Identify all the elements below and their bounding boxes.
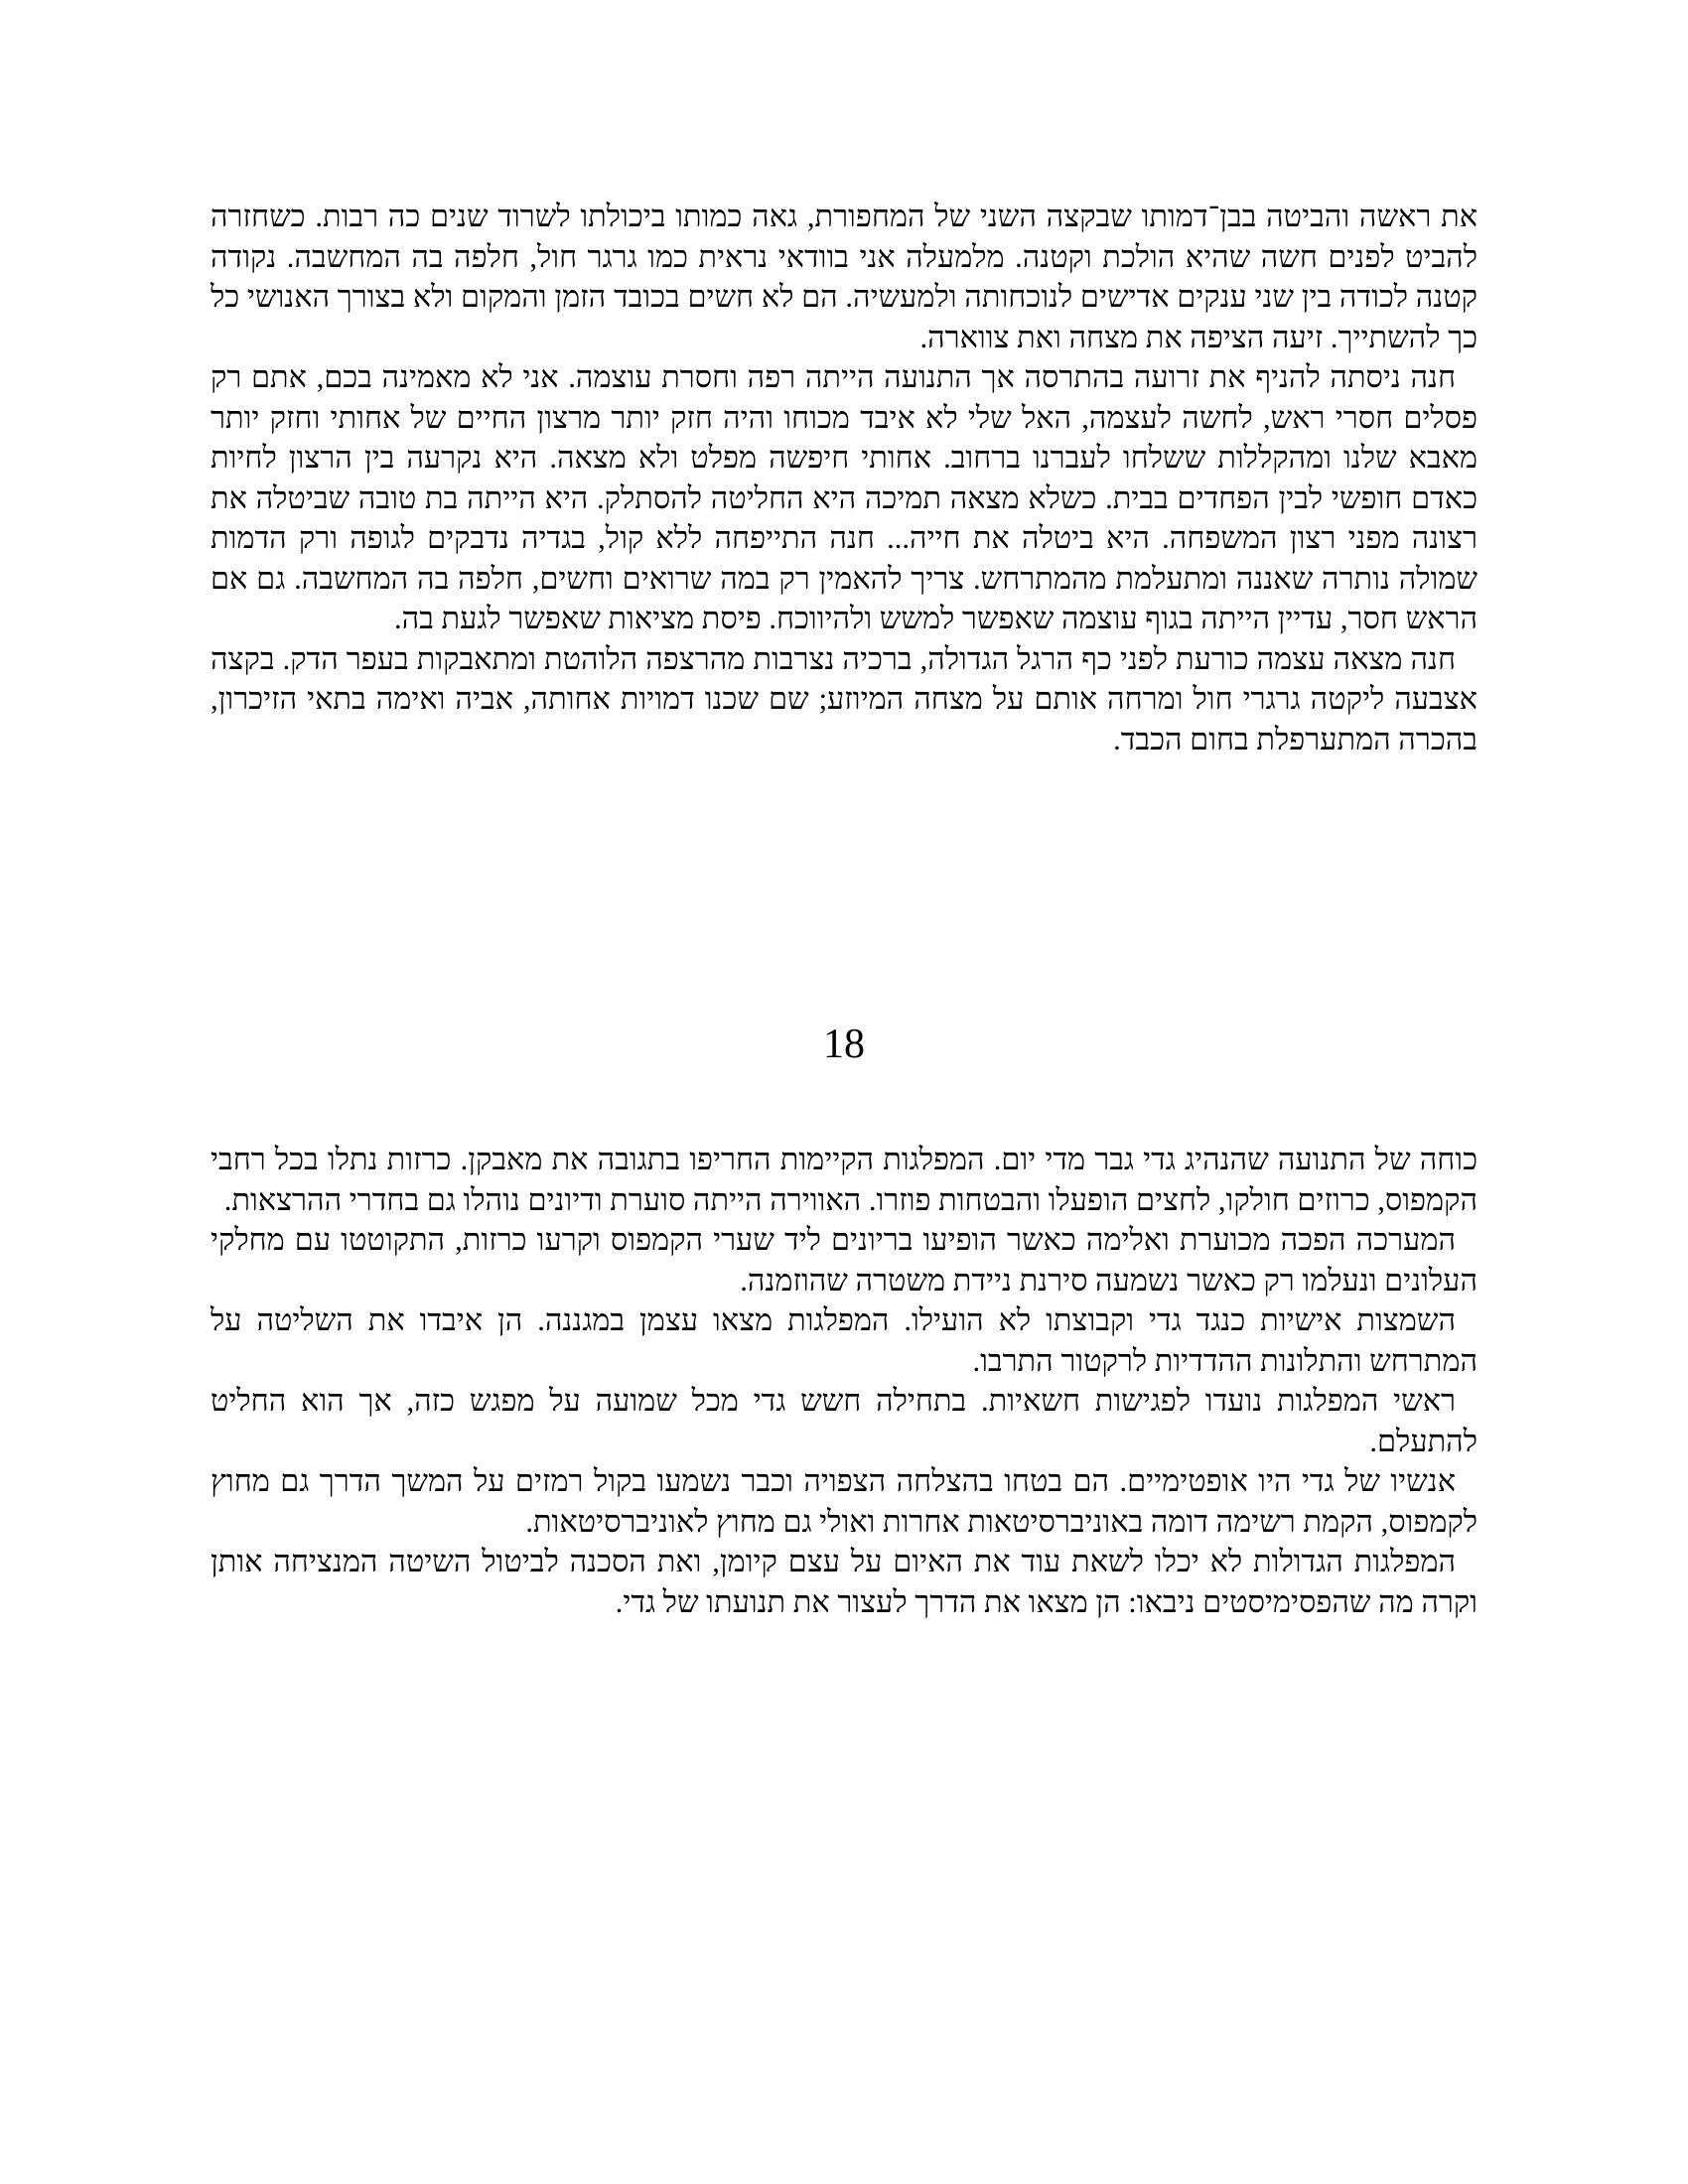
book-page: [211, 197, 1477, 1622]
text-section-chapter-18: [211, 1140, 1477, 1622]
paragraph: את ראשה והביטה בבן־דמותו שבקצה השני של המחפורת, גאה כמותו ביכולתו לשרוד שנים כה רבות. כשחזרה להביט לפנים חשה שהיא הולכת וקטנה. מלמעלה אני בוודאי נראית כמו גרגר חול, חלפה בה המחשבה. נקודה קטנה לכודה בין שני ענקים אדישים לנוכחותה ולמעשיה. הם לא חשים בכובד הזמן והמקום ולא בצורך האנושי כל כך להשתייך. זיעה הציפה את מצחה ואת צווארה.: [211, 200, 1477, 354]
paragraph: ראשי המפלגות נועדו לפגישות חשאיות. בתחילה חשש גדי מכל שמועה על מפגש כזה, אך הוא החליט להתעלם.: [211, 1384, 1477, 1458]
paragraph: חנה ניסתה להניף את זרועה בהתרסה אך התנועה הייתה רפה וחסרת עוצמה. אני לא מאמינה בכם, אתם רק פסלים חסרי ראש, לחשה לעצמה, האל שלי לא איבד מכוחו והיה חזק יותר מרצון החיים של אחותי וחזק יותר מאבא שלנו ומהקללות ששלחו לעברנו ברחוב. אחותי חיפשה מפלט ולא מצאה. היא נקרעה בין הרצון לחיות כאדם חופשי לבין הפחדים בבית. כשלא מצאה תמיכה היא החליטה להסתלק. היא הייתה בת טובה שביטלה את רצונה מפני רצון המשפחה. היא ביטלה את חייה... חנה התייפחה ללא קול, בגדיה נדבקים לגופה ורק הדמות שמולה נותרה שאננה ומתעלמת מהמתרחש. צריך להאמין רק במה שרואים וחשים, חלפה בה המחשבה. גם אם הראש חסר, עדיין הייתה בגוף עוצמה שאפשר למשש ולהיווכח. פיסת מציאות שאפשר לגעת בה.: [211, 360, 1477, 635]
paragraph: כוחה של התנועה שהנהיג גדי גבר מדי יום. המפלגות הקיימות החריפו בתגובה את מאבקן. כרזות נתלו בכל רחבי הקמפוס, כרוזים חולקו, לחצים הופעלו והבטחות פוזרו. האווירה הייתה סוערת ודיונים נוהלו גם בחדרי ההרצאות.: [211, 1143, 1477, 1217]
paragraph: חנה מצאה עצמה כורעת לפני כף הרגל הגדולה, ברכיה נצרבות מהרצפה הלוהטת ומתאבקות בעפר הדק. בקצה אצבעה ליקטה גרגרי חול ומרחה אותם על מצחה המיוזע; שם שכנו דמויות אחותה, אביה ואימה בתאי הזיכרון, בהכרה המתערפלת בחום הכבד.: [211, 641, 1477, 756]
paragraph: המפלגות הגדולות לא יכלו לשאת עוד את האיום על עצם קיומן, ואת הסכנה לביטול השיטה המנציחה אותן וקרה מה שהפסימיסטים ניבאו: הן מצאו את הדרך לעצור את תנועתו של גדי.: [211, 1545, 1477, 1619]
paragraph: השמצות אישיות כנגד גדי וקבוצתו לא הועילו. המפלגות מצאו עצמן במגננה. הן איבדו את השליטה על המתרחש והתלונות ההדדיות לרקטור התרבו.: [211, 1303, 1477, 1378]
paragraph: המערכה הפכה מכוערת ואלימה כאשר הופיעו בריונים ליד שערי הקמפוס וקרעו כרזות, התקוטטו עם מחלקי העלונים ונעלמו רק כאשר נשמעה סירנת ניידת משטרה שהוזמנה.: [211, 1223, 1477, 1297]
chapter-number: 18: [823, 1022, 865, 1067]
paragraph: אנשיו של גדי היו אופטימיים. הם בטחו בהצלחה הצפויה וכבר נשמעו בקול רמזים על המשך הדרך גם מחוץ לקמפוס, הקמת רשימה דומה באוניברסיטאות אחרות ואולי גם מחוץ לאוניברסיטאות.: [211, 1464, 1477, 1539]
text-section-previous-chapter: [211, 197, 1477, 1021]
